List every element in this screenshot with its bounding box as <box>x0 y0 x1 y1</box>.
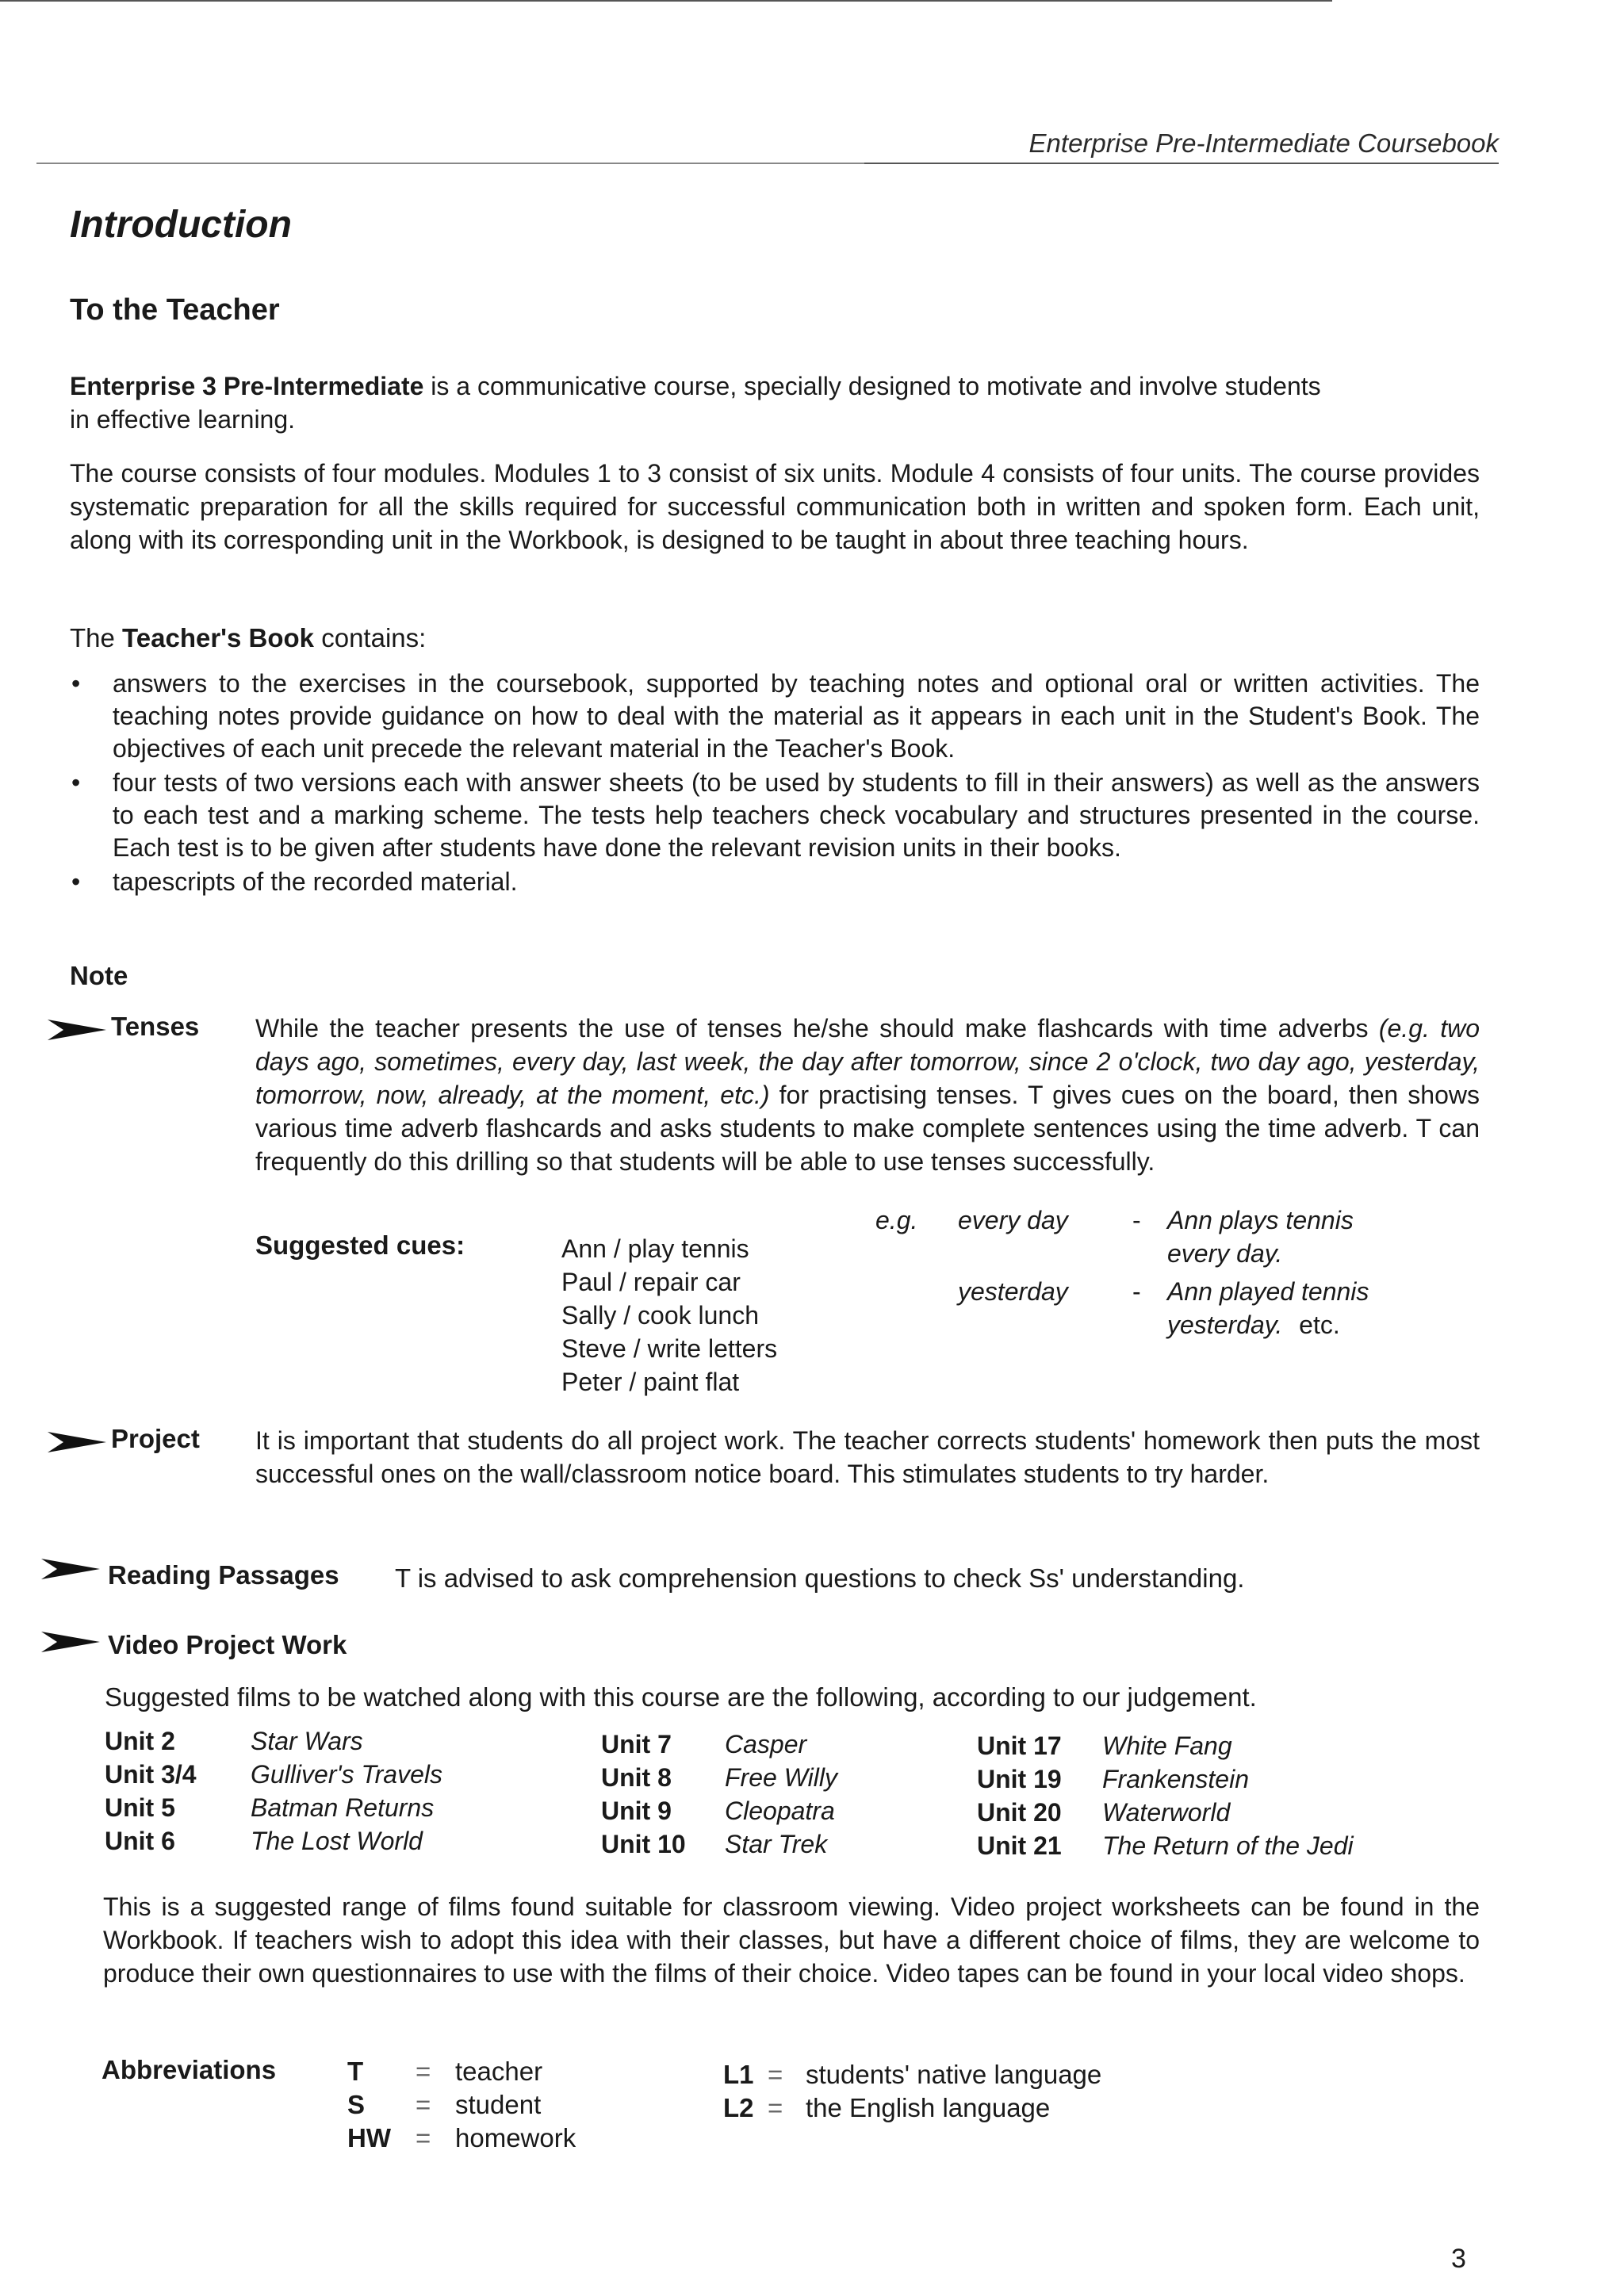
table-row <box>723 2060 1101 2093</box>
table-row <box>601 1730 837 1763</box>
intro-text-line2: in effective learning. <box>70 405 296 434</box>
unit-number: Unit 17 <box>977 1732 1062 1760</box>
tenses-text-1: While the teacher presents the use of tenses he/she should make flashcards with time adverbs <box>255 1014 1379 1043</box>
list-item-text: answers to the exercises in the coursebook, supported by teaching notes and optional oral or written activities. The teaching notes provide guidance on how to deal with the material as it appears in each unit in the Student's Book. The objectives of each unit precede the relevant material in the Teacher's Book. <box>113 669 1480 763</box>
contains-post: contains: <box>314 623 427 652</box>
section-title: To the Teacher <box>70 293 280 327</box>
table-row <box>347 2057 576 2090</box>
table-row <box>105 1727 442 1760</box>
video-closing-paragraph: This is a suggested range of films found suitable for classroom viewing. Video project worksheets can be found in the Workbook. If teachers wish to adopt this idea with their classes, but have a different choice of films, they are welcome to produce their own questionnaires to use with the films of their choice. Video tapes can be found in your local video shops. <box>103 1892 1480 1988</box>
film-title: Casper <box>725 1730 807 1758</box>
cue-item: Steve / write letters <box>561 1334 778 1363</box>
course-name: Enterprise 3 Pre-Intermediate <box>70 372 424 400</box>
unit-number: Unit 6 <box>105 1827 175 1855</box>
list-item-text: tapescripts of the recorded material. <box>113 867 518 896</box>
film-title: Free Willy <box>725 1763 837 1792</box>
cue-item: Sally / cook lunch <box>561 1301 760 1330</box>
table-row <box>105 1793 442 1827</box>
contains-pre: The <box>70 623 123 652</box>
films-table-col3 <box>977 1732 1354 1865</box>
abbreviation-meaning: students' native language <box>806 2060 1102 2089</box>
example-adverb-1: every day <box>958 1206 1068 1234</box>
arrow-icon <box>46 1429 109 1456</box>
video-intro: Suggested films to be watched along with this course are the following, according to our judgement. <box>105 1682 1257 1712</box>
teachers-book-label: Teacher's Book <box>122 623 315 652</box>
example-sentence-1-line1: Ann plays tennis <box>1167 1206 1354 1234</box>
unit-number: Unit 9 <box>601 1797 672 1825</box>
arrow-icon <box>40 1628 103 1655</box>
example-sentence-2 <box>1167 1275 1369 1341</box>
arrow-icon <box>40 1556 103 1582</box>
abbreviation-meaning: the English language <box>806 2093 1051 2122</box>
video-project-label: Video Project Work <box>108 1630 347 1659</box>
unit-number: Unit 20 <box>977 1798 1062 1827</box>
film-title: Batman Returns <box>251 1793 435 1822</box>
intro-text: is a communicative course, specially designed to motivate and involve students <box>423 372 1321 400</box>
tenses-text <box>255 1012 1480 1178</box>
table-row <box>601 1830 837 1863</box>
films-table-col2 <box>601 1730 837 1863</box>
intro-paragraph <box>70 369 1480 436</box>
contents-list <box>70 668 1480 898</box>
list-item: • answers to the exercises in the coursebook, supported by teaching notes and optional oral or written activities. The teaching notes provide guidance on how to deal with the material as it appears in each unit in the Student's Book. The objectives of each unit precede the relevant material in the Teacher's Book. <box>70 668 1480 765</box>
films-table-col1 <box>105 1727 442 1860</box>
page-title: Introduction <box>70 204 292 246</box>
table-row <box>977 1831 1354 1865</box>
film-title: The Lost World <box>251 1827 423 1855</box>
project-label: Project <box>111 1424 200 1453</box>
cue-item: Ann / play tennis <box>561 1234 749 1263</box>
example-adverb-2: yesterday <box>958 1277 1068 1306</box>
table-row <box>347 2090 576 2123</box>
table-row <box>105 1827 442 1860</box>
unit-number: Unit 8 <box>601 1763 672 1792</box>
unit-number: Unit 5 <box>105 1793 175 1822</box>
suggested-cues-label: Suggested cues: <box>255 1230 465 1260</box>
cues-list <box>561 1232 777 1399</box>
abbreviations-table-right <box>723 2060 1101 2126</box>
unit-number: Unit 21 <box>977 1831 1062 1860</box>
reading-passages-label: Reading Passages <box>108 1560 339 1590</box>
unit-number: Unit 10 <box>601 1830 686 1858</box>
table-row <box>601 1797 837 1830</box>
unit-number: Unit 3/4 <box>105 1760 197 1789</box>
reading-passages-text: T is advised to ask comprehension questions to check Ss' understanding. <box>395 1563 1245 1593</box>
abbreviations-label: Abbreviations <box>102 2055 277 2084</box>
abbreviation: L1 <box>723 2060 754 2089</box>
film-title: Star Wars <box>251 1727 363 1755</box>
example-sentence-2-line1: Ann played tennis <box>1167 1277 1369 1306</box>
table-row <box>105 1760 442 1793</box>
time-adverbs-list: (e.g. two days ago, sometimes, every day, last week, the day after tomorrow, since 2 o'clock, two day ago, yesterday, tomorrow, now, already, at the moment, etc.) <box>255 1014 1480 1109</box>
list-item: • tapescripts of the recorded material. <box>70 866 1480 898</box>
example-sentence-1 <box>1167 1203 1354 1270</box>
equals-sign: = <box>416 2090 431 2119</box>
table-row <box>977 1765 1354 1798</box>
tenses-label: Tenses <box>111 1012 200 1041</box>
abbreviation-meaning: student <box>455 2090 542 2119</box>
eg-label: e.g. <box>875 1206 918 1234</box>
cue-item: Paul / repair car <box>561 1268 741 1296</box>
page-number: 3 <box>1451 2244 1466 2274</box>
example-dash-2: - <box>1132 1277 1141 1306</box>
arrow-icon <box>46 1016 109 1043</box>
film-title: Star Trek <box>725 1830 828 1858</box>
table-row <box>977 1798 1354 1831</box>
table-row <box>723 2093 1101 2126</box>
unit-number: Unit 2 <box>105 1727 175 1755</box>
cue-item: Peter / paint flat <box>561 1368 740 1396</box>
project-text: It is important that students do all project work. The teacher corrects students' homework then puts the most successful ones on the wall/classroom notice board. This stimulates students to try harder. <box>255 1426 1480 1488</box>
abbreviation-meaning: teacher <box>455 2057 543 2086</box>
equals-sign: = <box>768 2093 783 2122</box>
equals-sign: = <box>768 2060 783 2089</box>
film-title: Gulliver's Travels <box>251 1760 442 1789</box>
equals-sign: = <box>416 2057 431 2086</box>
unit-number: Unit 19 <box>977 1765 1062 1793</box>
abbreviation: S <box>347 2090 366 2119</box>
film-title: Frankenstein <box>1102 1765 1249 1793</box>
top-edge-line <box>0 0 1332 2</box>
abbreviations-table-left <box>347 2057 576 2156</box>
abbreviation: HW <box>347 2123 391 2152</box>
example-sentence-1-line2: every day. <box>1167 1239 1283 1268</box>
note-heading: Note <box>70 961 128 990</box>
list-item-text: four tests of two versions each with answer sheets (to be used by students to fill in their answers) as well as the answers to each test and a marking scheme. The tests help teachers check vocabulary and structures presented in the course. Each test is to be given after students have done the relevant revision units in their books. <box>113 768 1480 862</box>
abbreviation: L2 <box>723 2093 754 2122</box>
film-title: Waterworld <box>1102 1798 1231 1827</box>
etc-text: etc. <box>1299 1311 1340 1339</box>
running-header: Enterprise Pre-Intermediate Coursebook <box>1028 128 1499 158</box>
list-item: • four tests of two versions each with answer sheets (to be used by students to fill in their answers) as well as the answers to each test and a marking scheme. The tests help teachers check vocabulary and structures presented in the course. Each test is to be given after students have done the relevant revision units in their books. <box>70 767 1480 864</box>
example-sentence-2-line2: yesterday. <box>1167 1311 1283 1339</box>
tenses-text-2: for practising tenses. T gives cues on the board, then shows various time adverb flashcards and asks students to make complete sentences using the time adverb. T can frequently do this drilling so that students will be able to use tenses successfully. <box>255 1081 1480 1176</box>
film-title: The Return of the Jedi <box>1102 1831 1354 1860</box>
abbreviation-meaning: homework <box>455 2123 576 2152</box>
abbreviation: T <box>347 2057 364 2086</box>
example-dash-1: - <box>1132 1206 1141 1234</box>
header-rule-right <box>864 163 1499 164</box>
film-title: Cleopatra <box>725 1797 835 1825</box>
equals-sign: = <box>416 2123 431 2152</box>
table-row <box>977 1732 1354 1765</box>
unit-number: Unit 7 <box>601 1730 672 1758</box>
course-structure-paragraph: The course consists of four modules. Modules 1 to 3 consist of six units. Module 4 consists of four units. The course provides systematic preparation for all the skills required for successful communication both in written and spoken form. Each unit, along with its corresponding unit in the Workbook, is designed to be taught in about three teaching hours. <box>70 459 1480 554</box>
contains-line <box>70 622 1480 655</box>
film-title: White Fang <box>1102 1732 1232 1760</box>
table-row <box>347 2123 576 2156</box>
table-row <box>601 1763 837 1797</box>
